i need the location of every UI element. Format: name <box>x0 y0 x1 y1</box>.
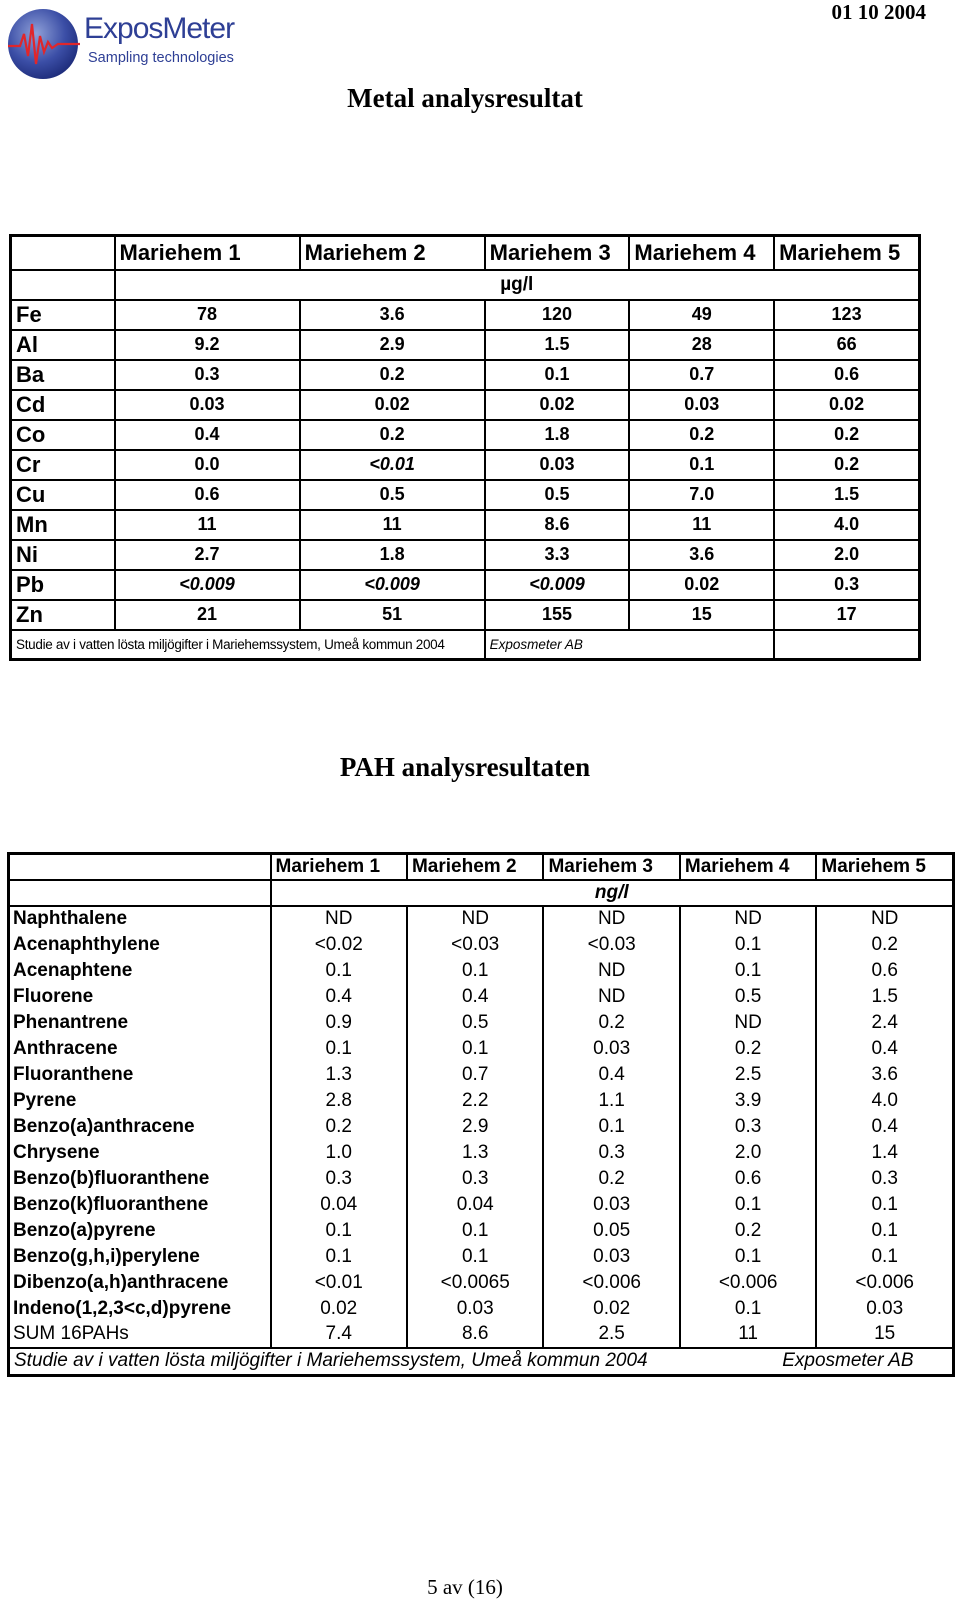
pah-value-cell: <0.006 <box>680 1270 816 1296</box>
metal-value-cell: 66 <box>774 330 919 360</box>
pah-value-cell: 1.4 <box>816 1140 953 1166</box>
pah-value-cell: 0.4 <box>407 984 543 1010</box>
pah-value-cell: 0.1 <box>407 1218 543 1244</box>
pah-row <box>9 1036 954 1062</box>
metal-value-cell: 21 <box>115 600 300 630</box>
pah-column-header: Mariehem 4 <box>680 854 816 880</box>
document-date: 01 10 2004 <box>831 0 926 24</box>
metal-value-cell: 0.02 <box>774 390 919 420</box>
compound-name: Naphthalene <box>9 906 271 932</box>
metal-unit: µg/l <box>115 270 920 300</box>
pah-sum-row <box>9 1322 954 1348</box>
pah-value-cell: 1.3 <box>271 1062 407 1088</box>
metal-footer-study: Studie av i vatten lösta miljögifter i Mariehemssystem, Umeå kommun 2004 <box>11 630 485 660</box>
element-symbol: Al <box>11 330 115 360</box>
metal-value-cell: <0.009 <box>115 570 300 600</box>
metal-header-row <box>11 236 920 270</box>
metal-value-cell: 0.3 <box>774 570 919 600</box>
compound-name: Acenaphtene <box>9 958 271 984</box>
metal-value-cell: 1.5 <box>774 480 919 510</box>
pah-value-cell: 0.4 <box>816 1036 953 1062</box>
metal-table-body <box>11 300 920 630</box>
metal-value-cell: 11 <box>629 510 774 540</box>
compound-name: Phenantrene <box>9 1010 271 1036</box>
pah-value-cell: 0.1 <box>816 1192 953 1218</box>
pah-value-cell: 15 <box>816 1322 953 1348</box>
pah-value-cell: 0.1 <box>407 1244 543 1270</box>
pah-value-cell: 2.0 <box>680 1140 816 1166</box>
metal-row-fe <box>11 300 920 330</box>
pah-value-cell: 0.1 <box>680 1244 816 1270</box>
pah-value-cell: 0.1 <box>271 958 407 984</box>
compound-name: Fluoranthene <box>9 1062 271 1088</box>
page-number: 5 av (16) <box>427 1575 503 1599</box>
pah-value-cell: 0.1 <box>680 1296 816 1322</box>
pah-row <box>9 1088 954 1114</box>
exposmeter-logo-icon <box>6 6 82 82</box>
pah-value-cell: 0.03 <box>816 1296 953 1322</box>
metal-section-title: Metal analysresultat <box>347 83 583 113</box>
pah-value-cell: 2.5 <box>680 1062 816 1088</box>
metal-column-header: Mariehem 2 <box>300 236 485 270</box>
pah-value-cell: 0.02 <box>271 1296 407 1322</box>
pah-value-cell: 0.2 <box>543 1010 679 1036</box>
compound-name: Indeno(1,2,3<c,d)pyrene <box>9 1296 271 1322</box>
pah-header-row <box>9 854 954 880</box>
element-symbol: Mn <box>11 510 115 540</box>
compound-name: Benzo(a)pyrene <box>9 1218 271 1244</box>
metal-value-cell: 0.02 <box>300 390 485 420</box>
metal-value-cell: 3.6 <box>629 540 774 570</box>
metal-unit-empty <box>11 270 115 300</box>
metal-row-ba <box>11 360 920 390</box>
metal-value-cell: 0.2 <box>774 450 919 480</box>
pah-value-cell: 1.5 <box>816 984 953 1010</box>
pah-row <box>9 1166 954 1192</box>
pah-header-empty <box>9 854 271 880</box>
metal-value-cell: 2.9 <box>300 330 485 360</box>
metal-value-cell: 0.3 <box>115 360 300 390</box>
metal-value-cell: <0.01 <box>300 450 485 480</box>
pah-row <box>9 1192 954 1218</box>
metal-value-cell: 51 <box>300 600 485 630</box>
pah-value-cell: 0.02 <box>543 1296 679 1322</box>
pah-value-cell: 2.4 <box>816 1010 953 1036</box>
metal-value-cell: 17 <box>774 600 919 630</box>
metal-row-ni <box>11 540 920 570</box>
metal-value-cell: 49 <box>629 300 774 330</box>
metal-value-cell: 11 <box>300 510 485 540</box>
pah-value-cell: 2.5 <box>543 1322 679 1348</box>
pah-value-cell: ND <box>271 906 407 932</box>
pah-value-cell: 0.6 <box>816 958 953 984</box>
metal-value-cell: 0.03 <box>115 390 300 420</box>
metal-value-cell: 7.0 <box>629 480 774 510</box>
metal-value-cell: 0.2 <box>300 420 485 450</box>
compound-name: Pyrene <box>9 1088 271 1114</box>
element-symbol: Cr <box>11 450 115 480</box>
pah-value-cell: 0.1 <box>271 1244 407 1270</box>
compound-name: Benzo(g,h,i)perylene <box>9 1244 271 1270</box>
metal-value-cell: 0.7 <box>629 360 774 390</box>
metal-row-pb <box>11 570 920 600</box>
element-symbol: Pb <box>11 570 115 600</box>
pah-value-cell: 0.1 <box>543 1114 679 1140</box>
element-symbol: Co <box>11 420 115 450</box>
pah-value-cell: 0.5 <box>407 1010 543 1036</box>
pah-row <box>9 1244 954 1270</box>
exposmeter-logo <box>6 6 246 82</box>
metal-value-cell: 4.0 <box>774 510 919 540</box>
compound-name: Acenaphthylene <box>9 932 271 958</box>
metal-column-header: Mariehem 3 <box>485 236 630 270</box>
metal-value-cell: 123 <box>774 300 919 330</box>
pah-results-table <box>7 852 955 1377</box>
pah-row <box>9 906 954 932</box>
pah-row <box>9 1062 954 1088</box>
pah-value-cell: 0.1 <box>680 932 816 958</box>
metal-value-cell: 28 <box>629 330 774 360</box>
pah-value-cell: 0.03 <box>543 1036 679 1062</box>
metal-value-cell: 120 <box>485 300 630 330</box>
pah-row <box>9 1296 954 1322</box>
metal-value-cell: 1.5 <box>485 330 630 360</box>
pah-row <box>9 1114 954 1140</box>
pah-value-cell: <0.006 <box>816 1270 953 1296</box>
metal-column-header: Mariehem 4 <box>629 236 774 270</box>
pah-value-cell: 0.1 <box>680 1192 816 1218</box>
pah-value-cell: 0.2 <box>543 1166 679 1192</box>
pah-value-cell: 11 <box>680 1322 816 1348</box>
pah-value-cell: 0.1 <box>680 958 816 984</box>
metal-value-cell: 0.1 <box>485 360 630 390</box>
pah-value-cell: 0.04 <box>271 1192 407 1218</box>
pah-value-cell: 0.1 <box>816 1218 953 1244</box>
pah-section-title: PAH analysresultaten <box>339 752 591 782</box>
pah-value-cell: 0.2 <box>680 1036 816 1062</box>
pah-column-header: Mariehem 2 <box>407 854 543 880</box>
metal-value-cell: 3.6 <box>300 300 485 330</box>
pah-unit: ng/l <box>271 880 954 906</box>
compound-name: Chrysene <box>9 1140 271 1166</box>
pah-value-cell: 0.1 <box>271 1036 407 1062</box>
metal-value-cell: 78 <box>115 300 300 330</box>
pah-value-cell: 0.3 <box>816 1166 953 1192</box>
pah-value-cell: <0.03 <box>543 932 679 958</box>
pah-value-cell: 0.1 <box>271 1218 407 1244</box>
pah-value-cell: 1.1 <box>543 1088 679 1114</box>
metal-footer-empty <box>774 630 919 660</box>
pah-row <box>9 932 954 958</box>
metal-value-cell: 0.5 <box>300 480 485 510</box>
pah-value-cell: 0.1 <box>407 1036 543 1062</box>
metal-value-cell: 0.02 <box>629 570 774 600</box>
pah-value-cell: 0.1 <box>407 958 543 984</box>
pah-value-cell: 1.3 <box>407 1140 543 1166</box>
pah-value-cell: 0.4 <box>816 1114 953 1140</box>
pah-value-cell: 0.04 <box>407 1192 543 1218</box>
pah-value-cell: 0.2 <box>680 1218 816 1244</box>
pah-value-cell: 0.3 <box>680 1114 816 1140</box>
pah-column-header: Mariehem 1 <box>271 854 407 880</box>
metal-value-cell: 0.6 <box>115 480 300 510</box>
pah-value-cell: <0.02 <box>271 932 407 958</box>
pah-value-cell: 4.0 <box>816 1088 953 1114</box>
pah-value-cell: 2.8 <box>271 1088 407 1114</box>
pah-value-cell: 8.6 <box>407 1322 543 1348</box>
logo-subtitle: Sampling technologies <box>88 50 234 66</box>
compound-name: Benzo(b)fluoranthene <box>9 1166 271 1192</box>
pah-value-cell: 0.2 <box>271 1114 407 1140</box>
metal-row-al <box>11 330 920 360</box>
pah-value-cell: ND <box>816 906 953 932</box>
pah-value-cell: 2.2 <box>407 1088 543 1114</box>
pah-footer-row <box>9 1348 954 1376</box>
pah-unit-row <box>9 880 954 906</box>
pah-row <box>9 1010 954 1036</box>
pah-value-cell: <0.006 <box>543 1270 679 1296</box>
pah-column-header: Mariehem 3 <box>543 854 679 880</box>
metal-value-cell: 2.7 <box>115 540 300 570</box>
metal-row-zn <box>11 600 920 630</box>
metal-results-table <box>9 234 921 661</box>
metal-value-cell: 155 <box>485 600 630 630</box>
element-symbol: Cu <box>11 480 115 510</box>
pah-value-cell: 2.9 <box>407 1114 543 1140</box>
metal-column-header: Mariehem 1 <box>115 236 300 270</box>
pah-value-cell: 0.4 <box>543 1062 679 1088</box>
metal-value-cell: <0.009 <box>300 570 485 600</box>
pah-value-cell: <0.0065 <box>407 1270 543 1296</box>
pah-value-cell: 0.5 <box>680 984 816 1010</box>
pah-value-cell: 3.9 <box>680 1088 816 1114</box>
metal-value-cell: 0.2 <box>629 420 774 450</box>
pah-value-cell: ND <box>407 906 543 932</box>
metal-value-cell: 1.8 <box>485 420 630 450</box>
compound-name: Benzo(k)fluoranthene <box>9 1192 271 1218</box>
pah-unit-empty <box>9 880 271 906</box>
pah-value-cell: 0.4 <box>271 984 407 1010</box>
metal-value-cell: 0.6 <box>774 360 919 390</box>
metal-value-cell: 0.2 <box>774 420 919 450</box>
pah-value-cell: 0.05 <box>543 1218 679 1244</box>
compound-name: SUM 16PAHs <box>9 1322 271 1348</box>
metal-value-cell: 1.8 <box>300 540 485 570</box>
pah-value-cell: 0.7 <box>407 1062 543 1088</box>
metal-row-mn <box>11 510 920 540</box>
pah-value-cell: <0.03 <box>407 932 543 958</box>
metal-value-cell: 9.2 <box>115 330 300 360</box>
metal-row-cu <box>11 480 920 510</box>
metal-header-empty <box>11 236 115 270</box>
metal-row-co <box>11 420 920 450</box>
pah-value-cell: ND <box>543 958 679 984</box>
compound-name: Anthracene <box>9 1036 271 1062</box>
pah-row <box>9 1270 954 1296</box>
metal-value-cell: 0.03 <box>485 450 630 480</box>
pah-value-cell: ND <box>680 1010 816 1036</box>
pah-value-cell: <0.01 <box>271 1270 407 1296</box>
pah-column-header: Mariehem 5 <box>816 854 953 880</box>
pah-value-cell: ND <box>543 906 679 932</box>
element-symbol: Ba <box>11 360 115 390</box>
pah-value-cell: 0.03 <box>407 1296 543 1322</box>
logo-name: ExposMeter <box>84 12 235 45</box>
metal-footer-row <box>11 630 920 660</box>
metal-value-cell: 0.5 <box>485 480 630 510</box>
metal-value-cell: 0.02 <box>485 390 630 420</box>
metal-value-cell: 0.1 <box>629 450 774 480</box>
pah-value-cell: 0.3 <box>543 1140 679 1166</box>
pah-value-cell: ND <box>543 984 679 1010</box>
pah-footer-study: Studie av i vatten lösta miljögifter i Mariehemssystem, Umeå kommun 2004 <box>14 1350 648 1372</box>
pah-value-cell: 0.1 <box>816 1244 953 1270</box>
pah-value-cell: 7.4 <box>271 1322 407 1348</box>
pah-value-cell: 0.2 <box>816 932 953 958</box>
metal-value-cell: 0.03 <box>629 390 774 420</box>
pah-row <box>9 958 954 984</box>
metal-footer-company: Exposmeter AB <box>485 630 775 660</box>
metal-value-cell: 15 <box>629 600 774 630</box>
compound-name: Benzo(a)anthracene <box>9 1114 271 1140</box>
pah-value-cell: 0.6 <box>680 1166 816 1192</box>
metal-value-cell: 0.4 <box>115 420 300 450</box>
element-symbol: Cd <box>11 390 115 420</box>
pah-value-cell: 0.3 <box>271 1166 407 1192</box>
pah-value-cell: ND <box>680 906 816 932</box>
compound-name: Fluorene <box>9 984 271 1010</box>
element-symbol: Ni <box>11 540 115 570</box>
metal-column-header: Mariehem 5 <box>774 236 919 270</box>
pah-table-body <box>9 906 954 1348</box>
pah-footer-company: Exposmeter AB <box>782 1350 914 1372</box>
pah-footer <box>9 1348 954 1376</box>
pah-row <box>9 1140 954 1166</box>
metal-value-cell: 3.3 <box>485 540 630 570</box>
element-symbol: Zn <box>11 600 115 630</box>
pah-value-cell: 1.0 <box>271 1140 407 1166</box>
metal-value-cell: 0.2 <box>300 360 485 390</box>
metal-value-cell: 11 <box>115 510 300 540</box>
metal-unit-row <box>11 270 920 300</box>
pah-value-cell: 0.9 <box>271 1010 407 1036</box>
element-symbol: Fe <box>11 300 115 330</box>
metal-value-cell: 2.0 <box>774 540 919 570</box>
compound-name: Dibenzo(a,h)anthracene <box>9 1270 271 1296</box>
pah-row <box>9 1218 954 1244</box>
metal-row-cr <box>11 450 920 480</box>
pah-value-cell: 0.03 <box>543 1244 679 1270</box>
pah-value-cell: 0.03 <box>543 1192 679 1218</box>
pah-row <box>9 984 954 1010</box>
pah-value-cell: 0.3 <box>407 1166 543 1192</box>
metal-value-cell: 0.0 <box>115 450 300 480</box>
metal-value-cell: 8.6 <box>485 510 630 540</box>
metal-value-cell: <0.009 <box>485 570 630 600</box>
metal-row-cd <box>11 390 920 420</box>
pah-value-cell: 3.6 <box>816 1062 953 1088</box>
